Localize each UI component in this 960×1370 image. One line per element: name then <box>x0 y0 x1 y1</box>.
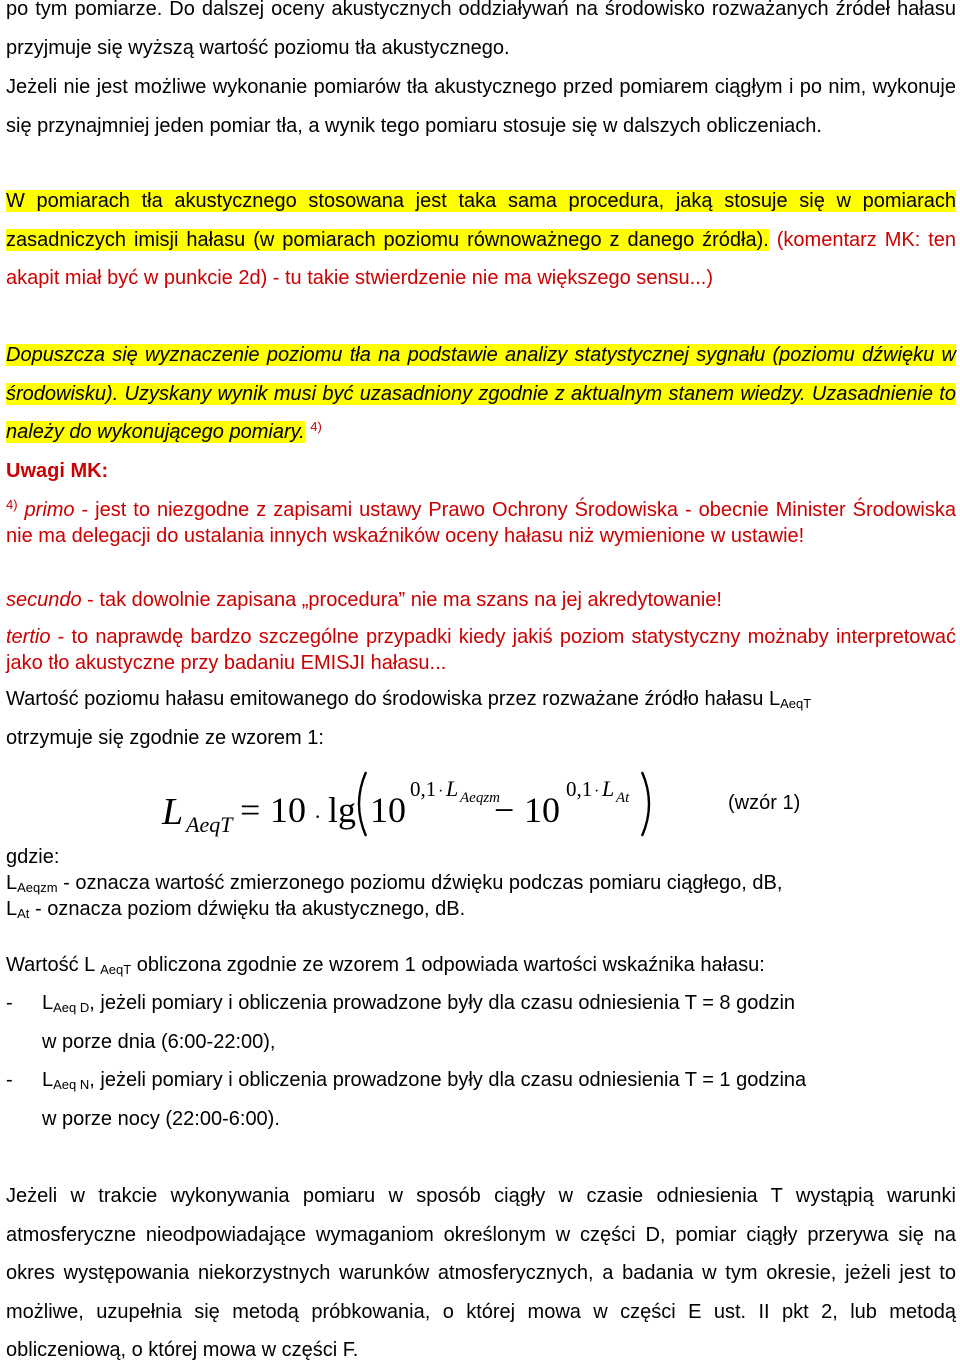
paragraph-line: źródeł hałasu przyjmuje się wyższą wartość poziomu tła akustycznego. <box>6 0 957 59</box>
paragraph-weather-interruption: Jeżeli w trakcie wykonywania pomiaru w sposób ciągły w czasie odniesienia T wystąpią warunki atmosferyczne nieodpowiadające wymaganiom określonym w części D, pomiar ciągły przerywa się na okres występowania niekorzystnych warunków atmosferycznych, a badania w tym okresie, jeżeli jest to możliwe, uzupełnia się metodą próbkowania, o której mowa w części E ust. II pkt 2, lub metodą obliczeniową, o której mowa w części F. <box>6 1185 956 1361</box>
formula-exp2-L: L <box>602 776 615 801</box>
remarks-heading: Uwagi MK: <box>6 460 109 482</box>
paragraph-statistical-analysis <box>6 336 956 452</box>
formula-exp1-sub: Aeqzm <box>460 790 500 806</box>
formula-exp2-dot: · <box>594 783 600 800</box>
formula-paren-right <box>642 772 649 836</box>
formula-minus: − <box>494 790 515 830</box>
formula-L: L <box>162 791 184 833</box>
list-dash: - <box>6 1069 13 1091</box>
indicator-list <box>6 984 956 1138</box>
formula-L-sub: AeqT <box>186 812 233 837</box>
formula-exp2-coef: 0,1 <box>566 777 593 801</box>
remark-secundo-text: - tak dowolnie zapisana „procedura” nie ma szans na jej akredytowanie! <box>81 589 722 611</box>
paragraph-single-measurement: Jeżeli nie jest możliwe wykonanie pomiarów tła akustycznego przed pomiarem ciągłym i po nim, wykonuje się przynajmniej jeden pomiar tła, a wynik tego pomiaru stosuje się w dalszych obliczeniach. <box>6 76 956 137</box>
formula-dot: · <box>314 804 322 829</box>
paragraph-indicator: Wartość L $_{AeqT}$ obliczona zgodnie ze wzorem 1 odpowiada wartości wskaźnika hałasu: <box>6 954 765 977</box>
formula-label: (wzór 1) <box>728 792 801 814</box>
highlighted-text: W pomiarach tła akustycznego stosowana jest taka sama procedura, jaką stosuje się w pomiarach zasadniczych imisji hałasu (w pomiarach poziomu równoważnego z danego źródła). <box>6 190 956 251</box>
paragraph-emission-value: Wartość poziomu hałasu emitowanego do środowiska przez rozważane źródło hałasu $L_{AeqT}$ otrzymuje się zgodnie ze wzorem 1: <box>6 688 812 749</box>
formula-wzor-1 <box>156 762 676 842</box>
definition-at: $L_{At}$ - oznacza poziom dźwięku tła akustycznego, dB. <box>6 898 466 921</box>
footnote-ref: 4) <box>310 419 322 434</box>
remark-primo-text: - jest to niezgodne z zapisami ustawy Prawo Ochrony Środowiska - obecnie Minister Środowiska nie ma delegacji do ustalania innych wskaźników oceny hałasu niż wymienione w ustawie! <box>6 499 956 547</box>
formula-exp1-L: L <box>446 776 459 801</box>
remark-tertio-text: - to naprawdę bardzo szczególne przypadki kiedy jakiś poziom statystyczny możnaby interpretować jako tło akustyczne przy badaniu EMISJI hałasu... <box>6 626 956 674</box>
list-dash: - <box>6 992 13 1014</box>
remark-secundo-word: secundo <box>6 589 82 611</box>
definitions <box>6 844 956 922</box>
footnote-mark: 4) <box>6 497 18 512</box>
definitions-label: gdzie: <box>6 846 60 868</box>
remark-primo <box>6 497 956 549</box>
formula-paren-left <box>359 772 366 836</box>
formula-base1: 10 <box>370 790 406 830</box>
formula-exp2-sub: At <box>616 790 630 806</box>
comment-text: (komentarz MK: ten akapit miał być w punkcie 2d) - tu takie stwierdzenie nie ma większego sensu...) <box>6 228 956 289</box>
list-item: - $L_{Aeq N}$, jeżeli pomiary i obliczenia prowadzone były dla czasu odniesienia T = 1 godzina w porze nocy (22:00-6:00). <box>6 1061 956 1138</box>
remark-tertio-word: tertio <box>6 626 51 648</box>
paragraph-background-choice <box>6 0 956 67</box>
remark-secundo <box>6 587 956 613</box>
paragraph-procedure <box>6 182 956 298</box>
formula-equals: = <box>240 790 261 830</box>
highlighted-italic-text: Dopuszcza się wyznaczenie poziomu tła na podstawie analizy statystycznej sygnału (poziomu dźwięku w środowisku). Uzyskany wynik musi być uzasadniony zgodnie z aktualnym stanem wiedzy. Uzasadnienie to należy do wykonującego pomiary. <box>6 344 956 443</box>
remark-primo-word: primo <box>24 499 75 521</box>
list-item: - $L_{Aeq D}$, jeżeli pomiary i obliczenia prowadzone były dla czasu odniesienia T = 8 godzin w porze dnia (6:00-22:00), <box>6 984 956 1061</box>
formula-lg: lg <box>328 790 357 830</box>
remark-tertio <box>6 624 956 676</box>
formula-base2: 10 <box>524 790 560 830</box>
formula-exp1-coef: 0,1 <box>410 777 437 801</box>
formula-ten: 10 <box>270 790 306 830</box>
formula-exp1-dot: · <box>438 783 444 800</box>
paragraph-line: po tym pomiarze. Do dalszej oceny akustycznych oddziaływań na środowisko rozważanych <box>6 0 829 20</box>
definition-aeqzm: $L_{Aeqzm}$ - oznacza wartość zmierzonego poziomu dźwięku podczas pomiaru ciągłego, dB, <box>6 872 783 895</box>
